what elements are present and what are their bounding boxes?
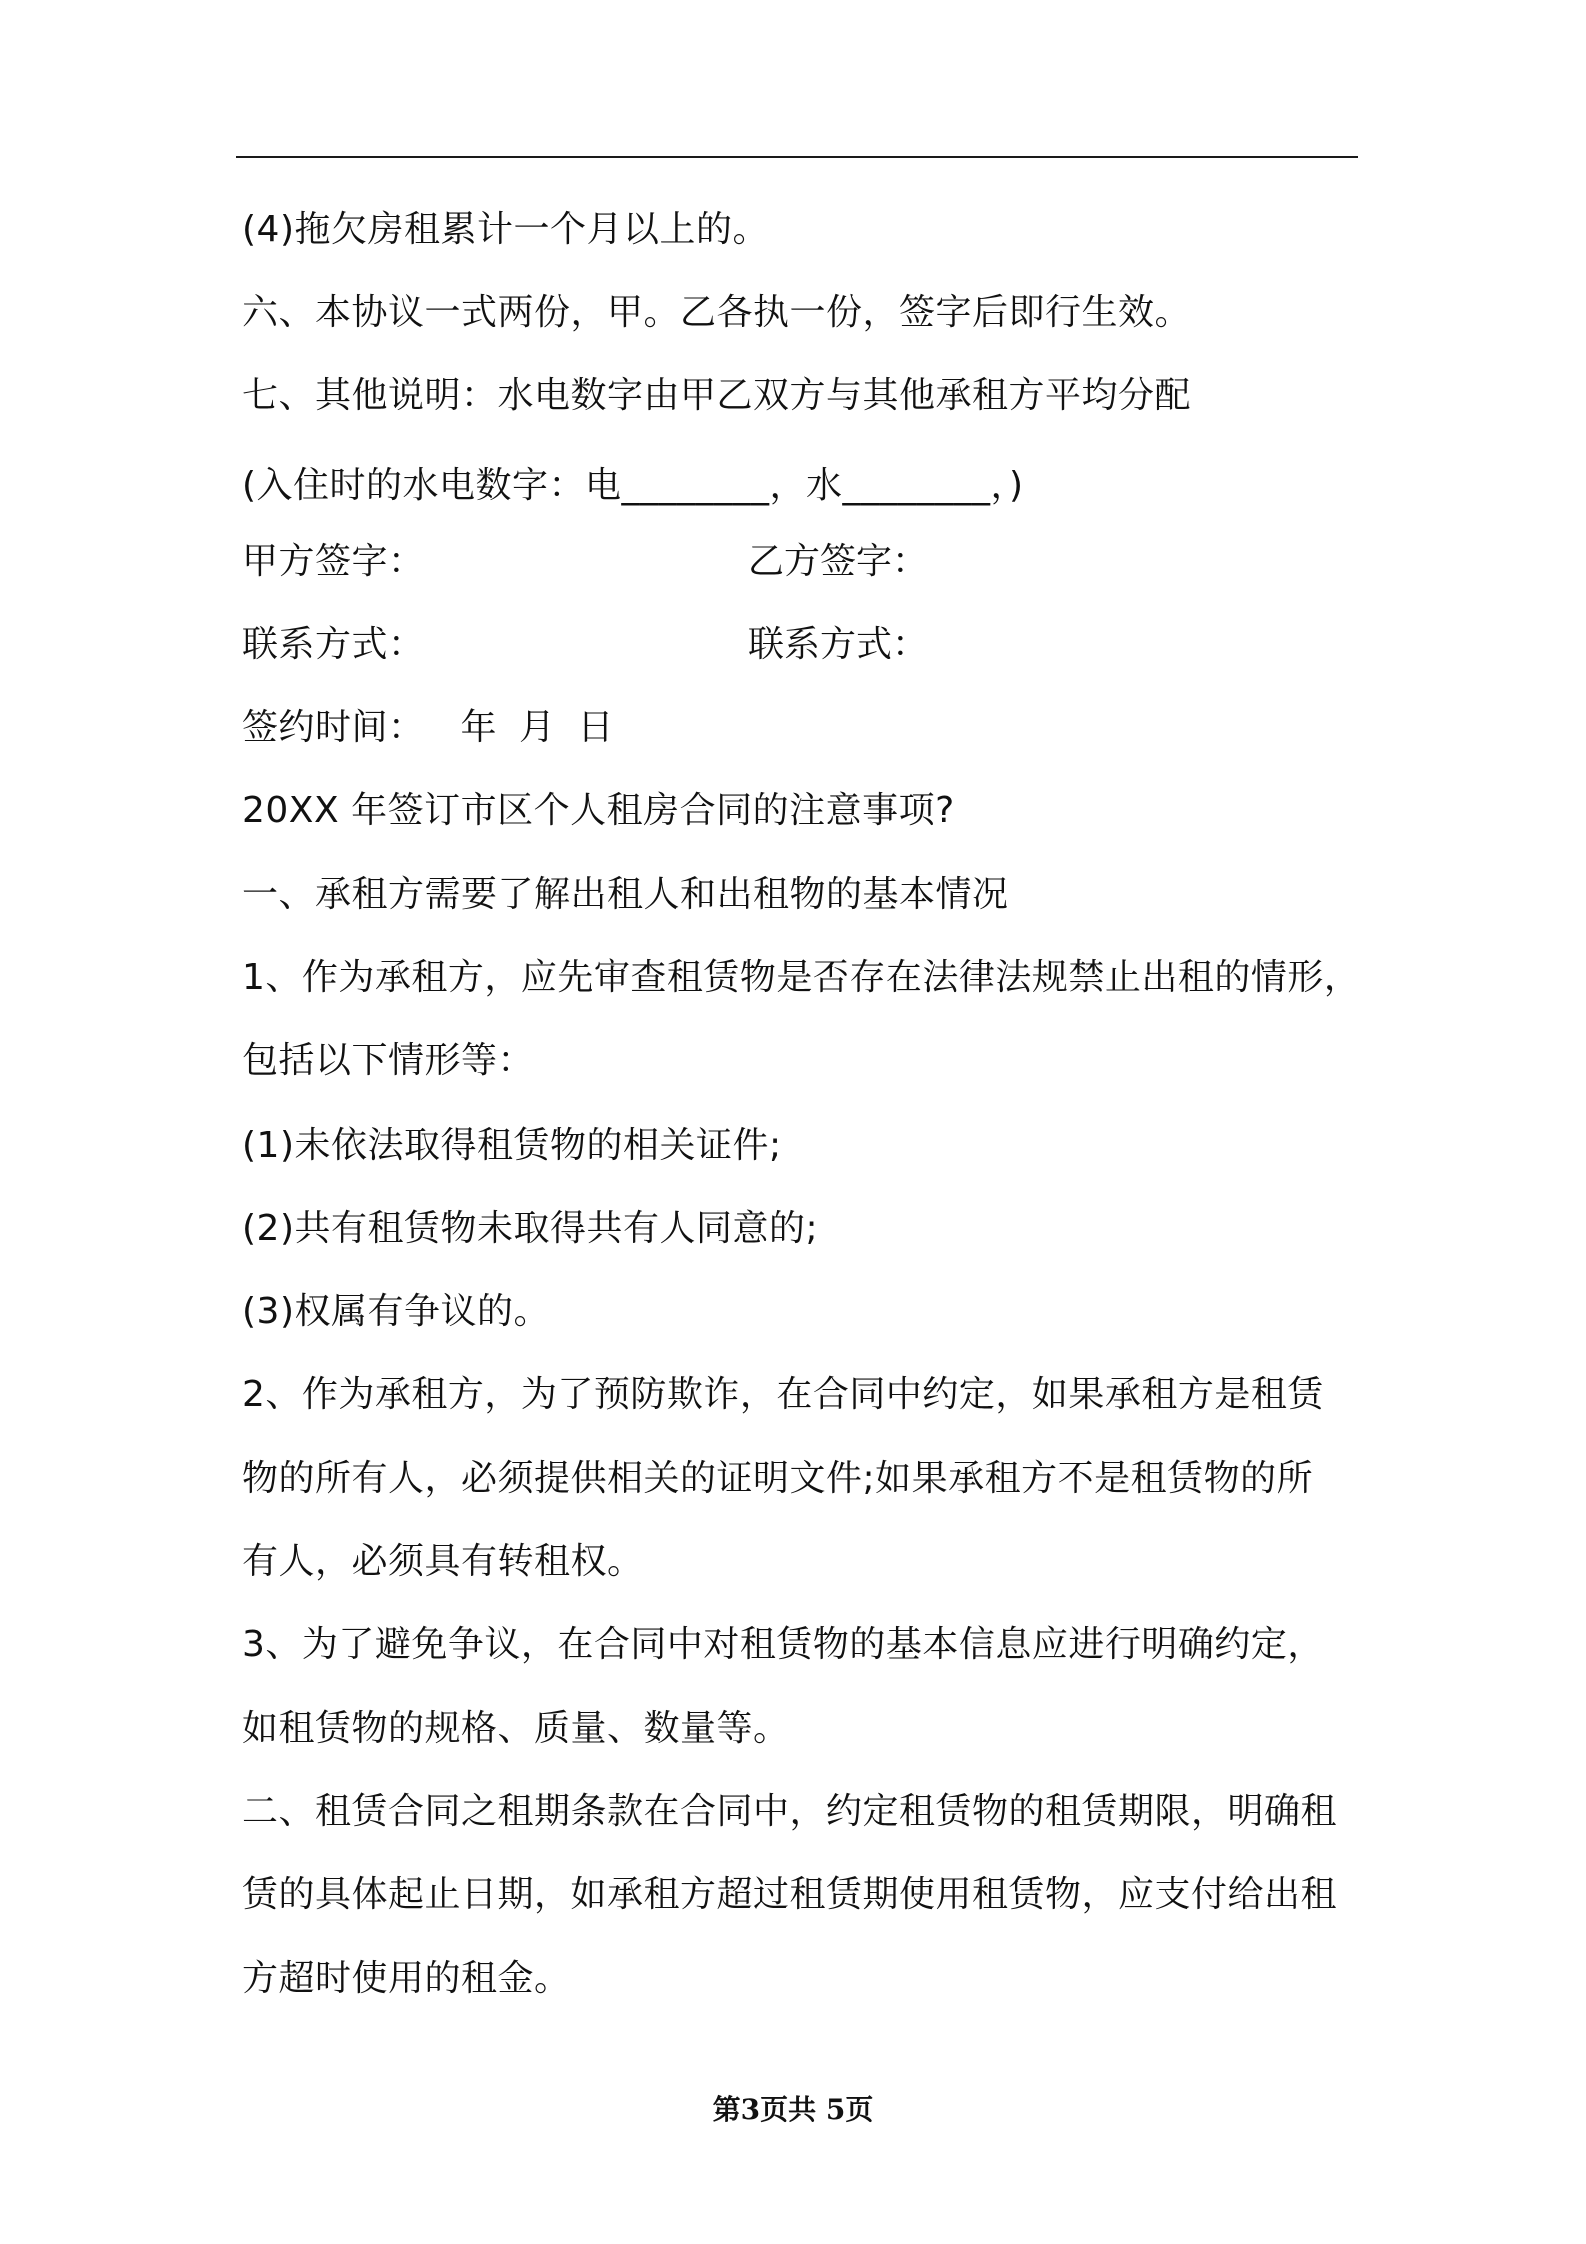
sign-date-year: 年: [460, 707, 498, 748]
sign-date-day: 日: [577, 707, 615, 748]
paragraph-line: 赁的具体起止日期，如承租方超过租赁期使用租赁物，应支付给出租: [242, 1874, 1338, 1915]
section-1-heading: 一、承租方需要了解出租人和出租物的基本情况: [242, 874, 1009, 915]
clause-4-overdue-rent: (4)拖欠房租累计一个月以上的。: [242, 209, 769, 250]
header-rule: [236, 156, 1358, 158]
paragraph-line: 物的所有人，必须提供相关的证明文件;如果承租方不是租赁物的所: [242, 1458, 1314, 1499]
page-number: 第3页共 5页: [712, 2093, 874, 2126]
sign-date-month: 月: [519, 707, 556, 748]
paragraph-line: 1、作为承租方，应先审查租赁物是否存在法律法规禁止出租的情形，: [242, 957, 1361, 998]
clause-7-other-notes: 七、其他说明：水电数字由甲乙双方与其他承租方平均分配: [242, 375, 1192, 416]
party-a-contact-label: 联系方式：: [242, 624, 425, 665]
list-item: (1)未依法取得租赁物的相关证件;: [242, 1125, 782, 1166]
paragraph-line: 方超时使用的租金。: [242, 1958, 571, 1999]
list-item: (3)权属有争议的。: [242, 1291, 550, 1332]
paragraph-line: 包括以下情形等：: [242, 1040, 535, 1081]
party-b-contact-label: 联系方式：: [748, 624, 929, 665]
sign-date-row: [242, 704, 614, 752]
party-a-sign-label: 甲方签字：: [242, 541, 425, 582]
list-item: (2)共有租赁物未取得共有人同意的;: [242, 1208, 819, 1249]
paragraph-line: 2、作为承租方，为了预防欺诈，在合同中约定，如果承租方是租赁: [242, 1374, 1324, 1415]
sign-date-label: 签约时间：: [242, 707, 425, 748]
paragraph-line: 有人，必须具有转租权。: [242, 1541, 644, 1582]
section-2-heading: 二、租赁合同之租期条款在合同中，约定租赁物的租赁期限，明确租: [242, 1791, 1338, 1832]
utility-readings-line: (入住时的水电数字：电________，水________，): [242, 465, 1024, 506]
paragraph-line: 如租赁物的规格、质量、数量等。: [242, 1708, 790, 1749]
clause-6-copies: 六、本协议一式两份，甲。乙各执一份，签字后即行生效。: [242, 292, 1192, 333]
party-b-sign-label: 乙方签字：: [748, 541, 929, 582]
paragraph-line: 3、为了避免争议，在合同中对租赁物的基本信息应进行明确约定，: [242, 1624, 1324, 1665]
section-title-notes: 20XX 年签订市区个人租房合同的注意事项?: [242, 790, 955, 831]
